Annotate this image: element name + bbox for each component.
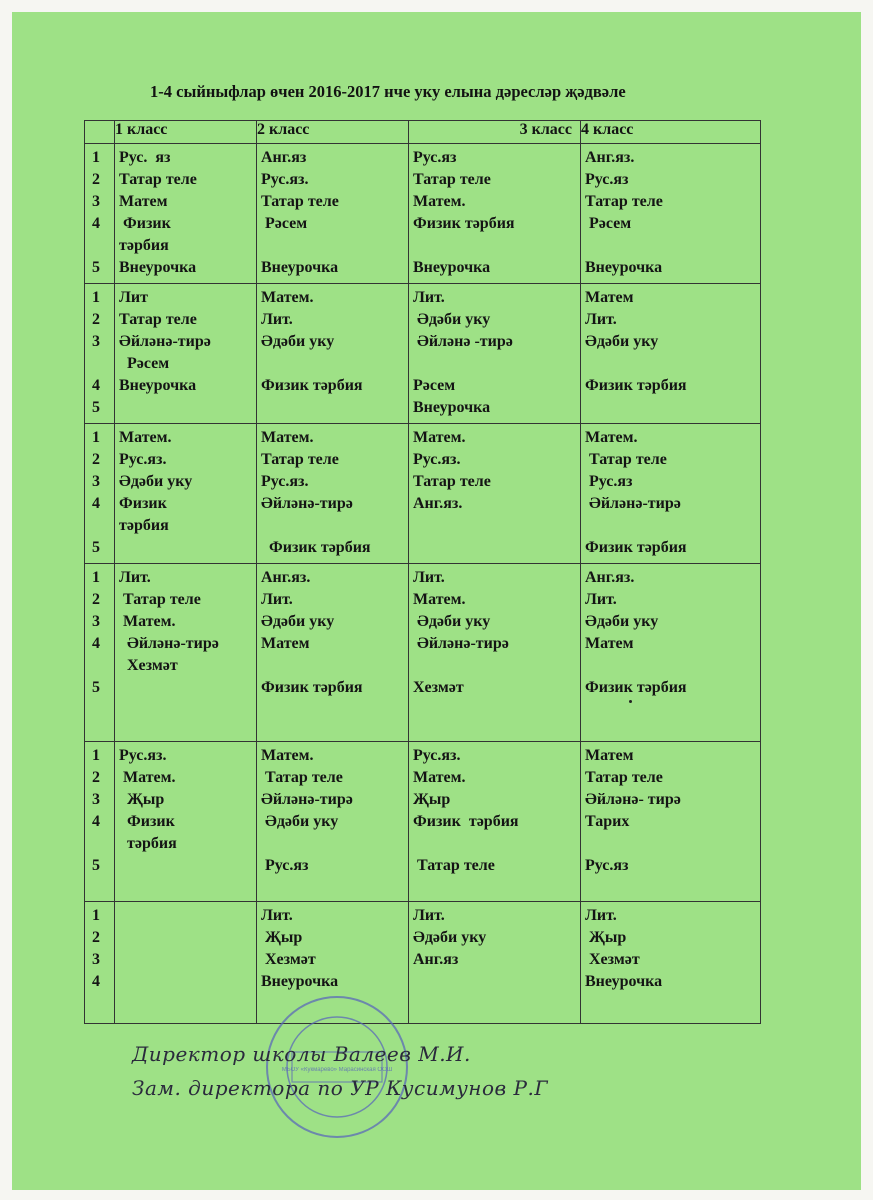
lesson-subject: Әйләнә-тирә bbox=[585, 495, 681, 512]
lesson-number: 4 bbox=[92, 973, 100, 990]
lesson-subject: Әдәби уку bbox=[261, 613, 335, 630]
lesson-subject bbox=[585, 515, 756, 537]
lesson-number: 5 bbox=[92, 259, 100, 276]
lesson-subject: Анг.яз. bbox=[413, 495, 463, 512]
lesson-subject: Татар теле bbox=[585, 193, 663, 210]
lesson-subject: Рус. яз bbox=[119, 149, 171, 166]
lesson-subject: Рус.яз bbox=[585, 473, 633, 490]
lesson-subject: Анг.яз. bbox=[585, 149, 635, 166]
lesson-number bbox=[92, 235, 114, 257]
lesson-subject: Рус.яз bbox=[413, 149, 457, 166]
lesson-number: 3 bbox=[92, 333, 100, 350]
lesson-number: 3 bbox=[92, 193, 100, 210]
lesson-subject: Рәсем bbox=[119, 355, 170, 372]
day-row bbox=[85, 742, 761, 902]
lesson-subject: Внеурочка bbox=[119, 377, 197, 394]
lesson-subject: Матем bbox=[585, 635, 634, 652]
lesson-subject: Хезмәт bbox=[413, 679, 464, 696]
lesson-number: 2 bbox=[92, 929, 100, 946]
lesson-subject: Матем bbox=[585, 289, 634, 306]
lesson-subject: Лит. bbox=[119, 569, 151, 586]
class-4-lessons-cell bbox=[581, 742, 761, 902]
lesson-number-cell bbox=[85, 902, 115, 1024]
lesson-subject: Матем bbox=[585, 747, 634, 764]
lesson-subject: Рус.яз bbox=[585, 857, 629, 874]
lesson-subject: Хезмәт bbox=[119, 657, 178, 674]
class-1-lessons-cell bbox=[115, 564, 257, 742]
lesson-subject: Физик bbox=[119, 495, 167, 512]
lesson-subject: Рәсем bbox=[413, 377, 456, 394]
lesson-number bbox=[92, 833, 114, 855]
lesson-subject: Внеурочка bbox=[413, 259, 491, 276]
lesson-subject: Җыр bbox=[413, 791, 451, 808]
class-2-lessons-cell bbox=[257, 144, 409, 284]
lesson-subject: Татар теле bbox=[119, 171, 197, 188]
lesson-number: 1 bbox=[92, 747, 100, 764]
class-3-lessons-cell bbox=[409, 144, 581, 284]
lesson-subject: Физик тәрбия bbox=[585, 539, 687, 556]
lesson-number: 1 bbox=[92, 429, 100, 446]
lesson-subject: Лит. bbox=[413, 907, 445, 924]
lesson-number: 2 bbox=[92, 591, 100, 608]
lesson-subject: Физик тәрбия bbox=[413, 813, 519, 830]
lesson-subject: Анг.яз. bbox=[261, 569, 311, 586]
lesson-subject: Әдәби уку bbox=[261, 813, 339, 830]
lesson-subject bbox=[585, 833, 756, 855]
class-4-lessons-cell bbox=[581, 284, 761, 424]
lesson-subject: Матем. bbox=[413, 769, 466, 786]
lesson-subject: Лит. bbox=[261, 907, 293, 924]
lesson-subject: Татар теле bbox=[119, 591, 201, 608]
lesson-subject: Татар теле bbox=[585, 769, 663, 786]
lesson-subject: Матем. bbox=[261, 289, 314, 306]
lesson-subject bbox=[261, 353, 404, 375]
lesson-number: 3 bbox=[92, 613, 100, 630]
day-row bbox=[85, 144, 761, 284]
day-row bbox=[85, 284, 761, 424]
class-2-lessons-cell bbox=[257, 284, 409, 424]
lesson-subject: Рус.яз bbox=[585, 171, 629, 188]
lesson-subject: Татар теле bbox=[585, 451, 667, 468]
lesson-number: 5 bbox=[92, 539, 100, 556]
class-1-lessons-cell bbox=[115, 742, 257, 902]
class-1-lessons-cell bbox=[115, 284, 257, 424]
lesson-subject: Лит. bbox=[585, 907, 617, 924]
header-number-cell bbox=[85, 121, 115, 144]
lesson-subject: Лит bbox=[119, 289, 148, 306]
day-row bbox=[85, 564, 761, 742]
lesson-subject: Татар теле bbox=[261, 193, 339, 210]
lesson-number: 1 bbox=[92, 907, 100, 924]
lesson-subject: Җыр bbox=[261, 929, 303, 946]
class-3-lessons-cell bbox=[409, 902, 581, 1024]
lesson-number: 2 bbox=[92, 311, 100, 328]
lesson-number: 4 bbox=[92, 377, 100, 394]
lesson-subject: Матем bbox=[261, 635, 310, 652]
class-3-lessons-cell bbox=[409, 564, 581, 742]
lesson-number-cell bbox=[85, 564, 115, 742]
lesson-number: 2 bbox=[92, 769, 100, 786]
lesson-subject: Матем. bbox=[413, 193, 466, 210]
lesson-subject: Әйләнә-тирә bbox=[261, 791, 353, 808]
lesson-subject: Рус.яз. bbox=[261, 473, 309, 490]
lesson-subject: Внеурочка bbox=[119, 259, 197, 276]
lesson-number bbox=[92, 515, 114, 537]
lesson-subject: Татар теле bbox=[413, 171, 491, 188]
lesson-subject: Әйләнә-тирә bbox=[261, 495, 353, 512]
lesson-subject: Хезмәт bbox=[261, 951, 316, 968]
lesson-subject: Лит. bbox=[585, 591, 617, 608]
lesson-subject: Матем. bbox=[119, 429, 172, 446]
class-4-lessons-cell bbox=[581, 902, 761, 1024]
header-class-4: 4 класс bbox=[581, 121, 761, 144]
lesson-number: 5 bbox=[92, 399, 100, 416]
lesson-number bbox=[92, 655, 114, 677]
ink-dot bbox=[629, 700, 632, 703]
lesson-subject: Әдәби уку bbox=[585, 613, 659, 630]
lesson-subject: Анг.яз bbox=[261, 149, 307, 166]
lesson-subject: Матем. bbox=[413, 591, 466, 608]
lesson-subject: Лит. bbox=[413, 569, 445, 586]
header-class-3: 3 класс bbox=[409, 121, 581, 144]
lesson-subject: Внеурочка bbox=[585, 973, 663, 990]
lesson-number: 5 bbox=[92, 857, 100, 874]
lesson-number: 4 bbox=[92, 813, 100, 830]
lesson-subject: Рус.яз. bbox=[413, 451, 461, 468]
lesson-subject: Татар теле bbox=[261, 769, 343, 786]
lesson-subject: Рус.яз. bbox=[119, 451, 167, 468]
lesson-subject: Анг.яз bbox=[413, 951, 459, 968]
lesson-subject: Рус.яз. bbox=[413, 747, 461, 764]
director-signature: Директор школы Валеев М.И. bbox=[132, 1042, 471, 1066]
lesson-subject: Матем. bbox=[261, 429, 314, 446]
lesson-subject: Әдәби уку bbox=[413, 311, 491, 328]
lesson-number: 1 bbox=[92, 569, 100, 586]
lesson-number: 3 bbox=[92, 473, 100, 490]
lesson-subject: Внеурочка bbox=[261, 259, 339, 276]
lesson-number: 2 bbox=[92, 171, 100, 188]
lesson-subject bbox=[585, 655, 756, 677]
lesson-subject: Физик тәрбия bbox=[585, 377, 687, 394]
lesson-subject: Әйләнә-тирә bbox=[413, 635, 509, 652]
lesson-number-cell bbox=[85, 284, 115, 424]
lesson-number: 1 bbox=[92, 149, 100, 166]
lesson-subject: Матем. bbox=[413, 429, 466, 446]
lesson-subject: Внеурочка bbox=[413, 399, 491, 416]
lesson-subject: Әйләнә-тирә bbox=[119, 333, 211, 350]
lesson-number: 3 bbox=[92, 951, 100, 968]
lesson-subject: Әйләнә- тирә bbox=[585, 791, 681, 808]
lesson-subject bbox=[413, 655, 576, 677]
lesson-subject: Рәсем bbox=[261, 215, 308, 232]
lesson-subject bbox=[413, 833, 576, 855]
lesson-subject bbox=[413, 235, 576, 257]
lesson-subject: Физик тәрбия bbox=[261, 679, 363, 696]
lesson-subject: Әйләнә -тирә bbox=[413, 333, 513, 350]
deputy-signature: Зам. директора по УР Кусимунов Р.Г bbox=[132, 1076, 549, 1100]
lesson-subject bbox=[585, 235, 756, 257]
class-3-lessons-cell bbox=[409, 742, 581, 902]
class-1-lessons-cell bbox=[115, 902, 257, 1024]
lesson-subject bbox=[261, 515, 404, 537]
lesson-subject: Физик тәрбия bbox=[413, 215, 515, 232]
lesson-subject: Лит. bbox=[261, 311, 293, 328]
class-4-lessons-cell bbox=[581, 564, 761, 742]
lesson-subject: Матем. bbox=[119, 769, 176, 786]
lesson-subject: Физик тәрбия bbox=[261, 539, 371, 556]
lesson-subject: Әдәби уку bbox=[585, 333, 659, 350]
lesson-subject: Җыр bbox=[119, 791, 165, 808]
lesson-subject: Рус.яз. bbox=[119, 747, 167, 764]
lesson-subject: Внеурочка bbox=[585, 259, 663, 276]
class-4-lessons-cell bbox=[581, 424, 761, 564]
lesson-subject: Матем. bbox=[119, 613, 176, 630]
lesson-subject: Матем bbox=[119, 193, 168, 210]
lesson-subject: Внеурочка bbox=[261, 973, 339, 990]
day-row bbox=[85, 424, 761, 564]
lesson-subject: Лит. bbox=[261, 591, 293, 608]
lesson-subject: Лит. bbox=[413, 289, 445, 306]
lesson-subject: Физик bbox=[119, 215, 171, 232]
lesson-subject: Җыр bbox=[585, 929, 627, 946]
lesson-number: 4 bbox=[92, 495, 100, 512]
lesson-number-cell bbox=[85, 424, 115, 564]
signature-block bbox=[132, 1042, 692, 1110]
lesson-subject bbox=[261, 833, 404, 855]
lesson-number-cell bbox=[85, 144, 115, 284]
lesson-subject: Рәсем bbox=[585, 215, 632, 232]
lesson-subject: Матем. bbox=[585, 429, 638, 446]
timetable bbox=[84, 120, 761, 1024]
lesson-number: 1 bbox=[92, 289, 100, 306]
lesson-number: 2 bbox=[92, 451, 100, 468]
lesson-number: 4 bbox=[92, 215, 100, 232]
lesson-subject bbox=[585, 353, 756, 375]
class-2-lessons-cell bbox=[257, 424, 409, 564]
class-2-lessons-cell bbox=[257, 564, 409, 742]
lesson-subject: тәрбия bbox=[119, 835, 177, 852]
lesson-subject: Физик bbox=[119, 813, 175, 830]
page-title: 1-4 сыйныфлар өчен 2016-2017 нче уку елына дәресләр җәдвәле bbox=[150, 82, 626, 101]
lesson-number: 3 bbox=[92, 791, 100, 808]
lesson-subject bbox=[261, 235, 404, 257]
lesson-subject: Физик тәрбия bbox=[261, 377, 363, 394]
lesson-subject: Рус.яз. bbox=[261, 171, 309, 188]
lesson-subject: тәрбия bbox=[119, 237, 169, 254]
lesson-subject: Әдәби уку bbox=[119, 473, 193, 490]
lesson-subject: Әйләнә-тирә bbox=[119, 635, 219, 652]
header-class-1: 1 класс bbox=[115, 121, 257, 144]
lesson-subject: Әдәби уку bbox=[261, 333, 335, 350]
lesson-subject: Лит. bbox=[585, 311, 617, 328]
lesson-subject: Тарих bbox=[585, 813, 630, 830]
lesson-subject bbox=[413, 353, 576, 375]
class-3-lessons-cell bbox=[409, 284, 581, 424]
lesson-subject: Татар теле bbox=[413, 473, 491, 490]
lesson-subject: Татар теле bbox=[261, 451, 339, 468]
lesson-subject: Татар теле bbox=[413, 857, 495, 874]
lesson-number: 4 bbox=[92, 635, 100, 652]
header-class-2: 2 класс bbox=[257, 121, 409, 144]
lesson-subject: Әдәби уку bbox=[413, 613, 491, 630]
lesson-subject: Хезмәт bbox=[585, 951, 640, 968]
day-row bbox=[85, 902, 761, 1024]
lesson-number bbox=[92, 353, 114, 375]
class-1-lessons-cell bbox=[115, 424, 257, 564]
stamp-text: МБОУ «Кукмарево» Марасинская ООШ bbox=[281, 1067, 393, 1073]
lesson-subject: Физик тәрбия bbox=[585, 679, 687, 696]
lesson-subject: Татар теле bbox=[119, 311, 197, 328]
class-3-lessons-cell bbox=[409, 424, 581, 564]
lesson-number-cell bbox=[85, 742, 115, 902]
lesson-subject: Әдәби уку bbox=[413, 929, 487, 946]
lesson-number: 5 bbox=[92, 679, 100, 696]
lesson-subject: Анг.яз. bbox=[585, 569, 635, 586]
lesson-subject: тәрбия bbox=[119, 517, 169, 534]
class-2-lessons-cell bbox=[257, 742, 409, 902]
lesson-subject: Рус.яз bbox=[261, 857, 309, 874]
class-1-lessons-cell bbox=[115, 144, 257, 284]
header-row bbox=[85, 121, 761, 144]
class-4-lessons-cell bbox=[581, 144, 761, 284]
lesson-subject: Матем. bbox=[261, 747, 314, 764]
lesson-subject bbox=[261, 655, 404, 677]
